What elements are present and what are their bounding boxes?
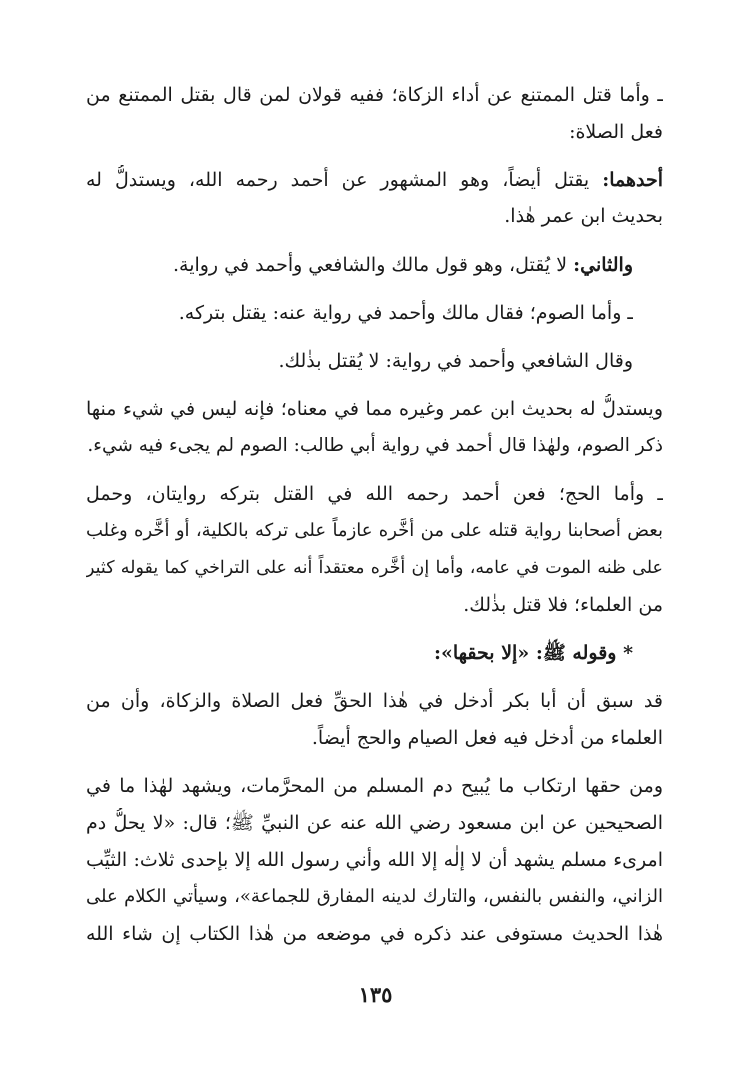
text-line: بعض أصحابنا رواية قتله على من أخَّره عازماً على تركه بالكلية، أو أخَّره وغلب xyxy=(86,520,663,541)
text-line: ذكر الصوم، ولهٰذا قال أحمد في رواية أبي طالب: الصوم لم يجىء فيه شيء. xyxy=(87,435,663,456)
text-line: ـ وأما الصوم؛ فقال مالك وأحمد في رواية عنه: يقتل بتركه. xyxy=(178,302,633,324)
text-line: امرىء مسلم يشهد أن لا إلٰه إلا الله وأني رسول الله إلا بإحدى ثلاث: الثيِّب xyxy=(86,849,663,871)
text-line: الزاني، والنفس بالنفس، والتارك لدينه المفارق للجماعة»، وسيأتي الكلام على xyxy=(86,886,663,907)
text-line: ـ وأما قتل الممتنع عن أداء الزكاة؛ ففيه قولان لمن قال بقتل الممتنع من xyxy=(86,84,663,106)
text-line: هٰذا الحديث مستوفى عند ذكره في موضعه من هٰذا الكتاب إن شاء الله xyxy=(86,923,663,945)
text-line-rest: لا يُقتل، وهو قول مالك والشافعي وأحمد في رواية. xyxy=(172,254,568,276)
text-line: من العلماء؛ فلا قتل بذٰلك. xyxy=(463,594,663,616)
text-line: على ظنه الموت في عامه، وأما إن أخَّره معتقداً أنه على التراخي كما يقوله كثير xyxy=(86,558,663,578)
paragraph-lead: والثاني: xyxy=(573,254,633,276)
paragraph-lead: أحدهما: xyxy=(602,169,663,191)
text-line: ـ وأما الحج؛ فعن أحمد رحمه الله في القتل بتركه روايتان، وحمل xyxy=(86,483,663,505)
text-line-rest: يقتل أيضاً، وهو المشهور عن أحمد رحمه الله، ويستدلُّ له xyxy=(86,169,590,191)
page-number: ١٣٥ xyxy=(358,982,393,1007)
text-line: الصحيحين عن ابن مسعود رضي الله عنه عن النبيِّ ﷺ؛ قال: «لا يحلُّ دم xyxy=(86,812,663,834)
text-line: فعل الصلاة: xyxy=(569,121,663,143)
text-line xyxy=(86,250,633,280)
text-line: قد سبق أن أبا بكر أدخل في هٰذا الحقِّ فعل الصلاة والزكاة، وأن من xyxy=(86,690,663,712)
text-line: العلماء من أدخل فيه فعل الصيام والحج أيضاً. xyxy=(311,727,663,749)
text-line: بحديث ابن عمر هٰذا. xyxy=(504,205,663,227)
text-line: ويستدلُّ له بحديث ابن عمر وغيره مما في معناه؛ فإنه ليس في شيء منها xyxy=(86,398,663,420)
text-line: وقال الشافعي وأحمد في رواية: لا يُقتل بذٰلك. xyxy=(278,350,633,372)
text-line xyxy=(86,165,663,195)
section-heading: * وقوله ﷺ: «إلا بحقها»: xyxy=(434,642,633,664)
text-line: ومن حقها ارتكاب ما يُبيح دم المسلم من المحرَّمات، ويشهد لهٰذا ما في xyxy=(86,775,663,797)
